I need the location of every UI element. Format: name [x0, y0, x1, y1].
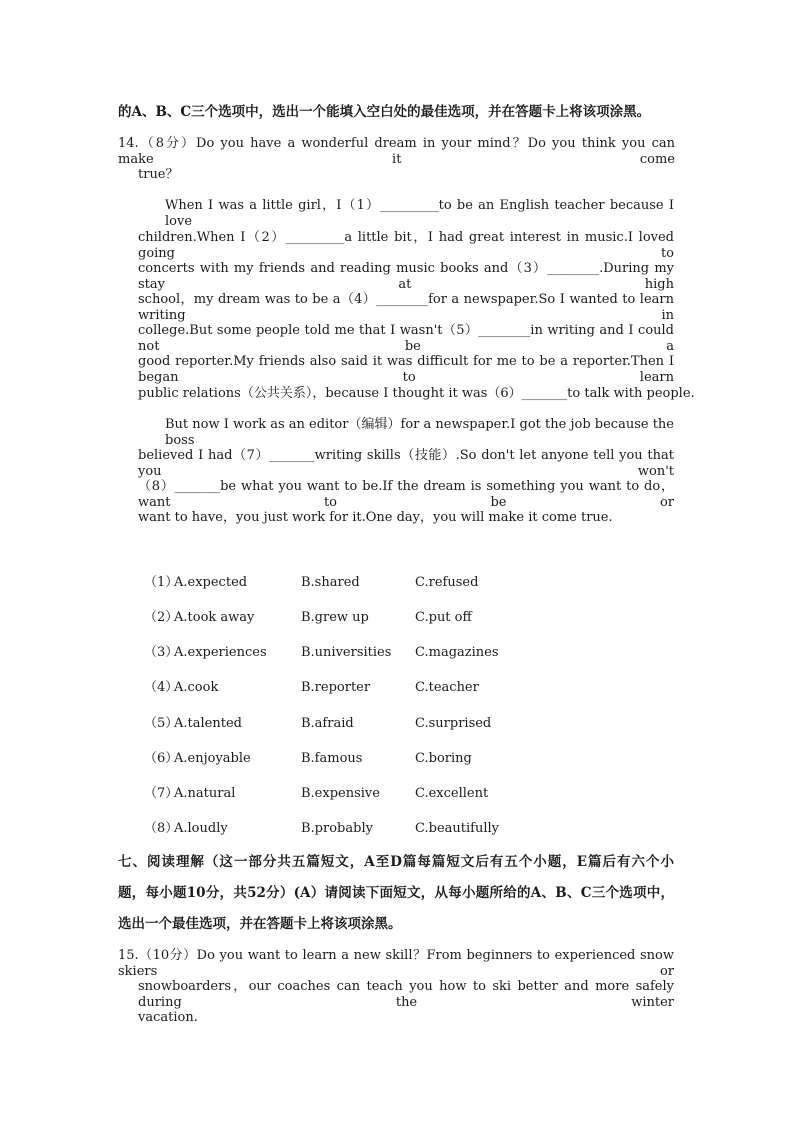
q15-line2: snowboarders，our coaches can teach you how to ski better and more safely during the winter [138, 979, 674, 1010]
passage-line-4: school，my dream was to be a（4）________for a newspaper.So I wanted to learn writing in [138, 292, 674, 323]
option-b: B.famous [301, 751, 363, 766]
passage-line-1: When I was a little girl，I（1）_________to be an English teacher because I love [165, 198, 674, 229]
option-c: C.put off [415, 610, 472, 625]
option-c: C.surprised [415, 716, 492, 731]
option-b: B.reporter [301, 680, 371, 695]
section7-heading-line1: 七、阅读理解（这一部分共五篇短文，A至D篇每篇短文后有五个小题，E篇后有六个小 [118, 854, 674, 870]
option-c: C.beautifully [415, 821, 499, 836]
option-number: （5） [144, 716, 179, 731]
option-c: C.teacher [415, 680, 479, 695]
passage-line-3: concerts with my friends and reading music books and（3）________.During my stay at high [138, 261, 674, 292]
option-b: B.universities [301, 645, 392, 660]
option-a: A.natural [174, 786, 236, 801]
option-number: （4） [144, 680, 179, 695]
option-number: （1） [144, 575, 179, 590]
option-a: A.talented [174, 716, 242, 731]
passage-line-2: children.When I（2）_________a little bit，I had great interest in music.I loved going to [138, 230, 674, 261]
option-number: （3） [144, 645, 179, 660]
passage-line-8: But now I work as an editor（编辑）for a newspaper.I got the job because the boss [165, 417, 674, 448]
option-c: C.boring [415, 751, 472, 766]
option-a: A.took away [174, 610, 255, 625]
q15-line1: 15.（10分）Do you want to learn a new skill？From beginners to experienced snow skiers or [118, 948, 674, 979]
option-c: C.excellent [415, 786, 489, 801]
option-a: A.loudly [174, 821, 228, 836]
section7-heading-line3: 选出一个最佳选项，并在答题卡上将该项涂黑。 [118, 916, 402, 932]
option-b: B.probably [301, 821, 373, 836]
option-b: B.grew up [301, 610, 369, 625]
option-b: B.expensive [301, 786, 380, 801]
option-c: C.magazines [415, 645, 499, 660]
passage-line-6: good reporter.My friends also said it was difficult for me to be a reporter.Then I began to learn [138, 354, 674, 385]
option-a: A.cook [174, 680, 219, 695]
option-a: A.experiences [174, 645, 267, 660]
section-instruction-continued: 的A、B、C三个选项中，选出一个能填入空白处的最佳选项，并在答题卡上将该项涂黑。 [118, 104, 651, 120]
option-number: （6） [144, 751, 179, 766]
passage-line-11: want to have，you just work for it.One day，you will make it come true. [138, 510, 613, 525]
option-number: （2） [144, 610, 179, 625]
option-number: （7） [144, 786, 179, 801]
option-number: （8） [144, 821, 179, 836]
section7-heading-line2: 题，每小题10分，共52分）(A）请阅读下面短文，从每小题所给的A、B、C三个选项中， [118, 885, 674, 901]
passage-line-5: college.But some people told me that I wasn't（5）________in writing and I could not be a [138, 323, 674, 354]
passage-line-7: public relations（公共关系），because I thought it was（6）_______to talk with people. [138, 386, 695, 401]
option-b: B.shared [301, 575, 360, 590]
option-a: A.expected [174, 575, 248, 590]
option-b: B.afraid [301, 716, 354, 731]
option-c: C.refused [415, 575, 479, 590]
passage-line-9: believed I had（7）_______writing skills（技能）.So don't let anyone tell you that you won't [138, 448, 674, 479]
option-a: A.enjoyable [174, 751, 251, 766]
q14-intro-line2: true？ [138, 167, 179, 182]
passage-line-10: （8）_______be what you want to be.If the dream is something you want to do，want to be or [138, 479, 674, 510]
q15-line3: vacation. [138, 1010, 198, 1025]
q14-intro-line1: 14.（8分）Do you have a wonderful dream in your mind？Do you think you can make it come [118, 136, 675, 167]
